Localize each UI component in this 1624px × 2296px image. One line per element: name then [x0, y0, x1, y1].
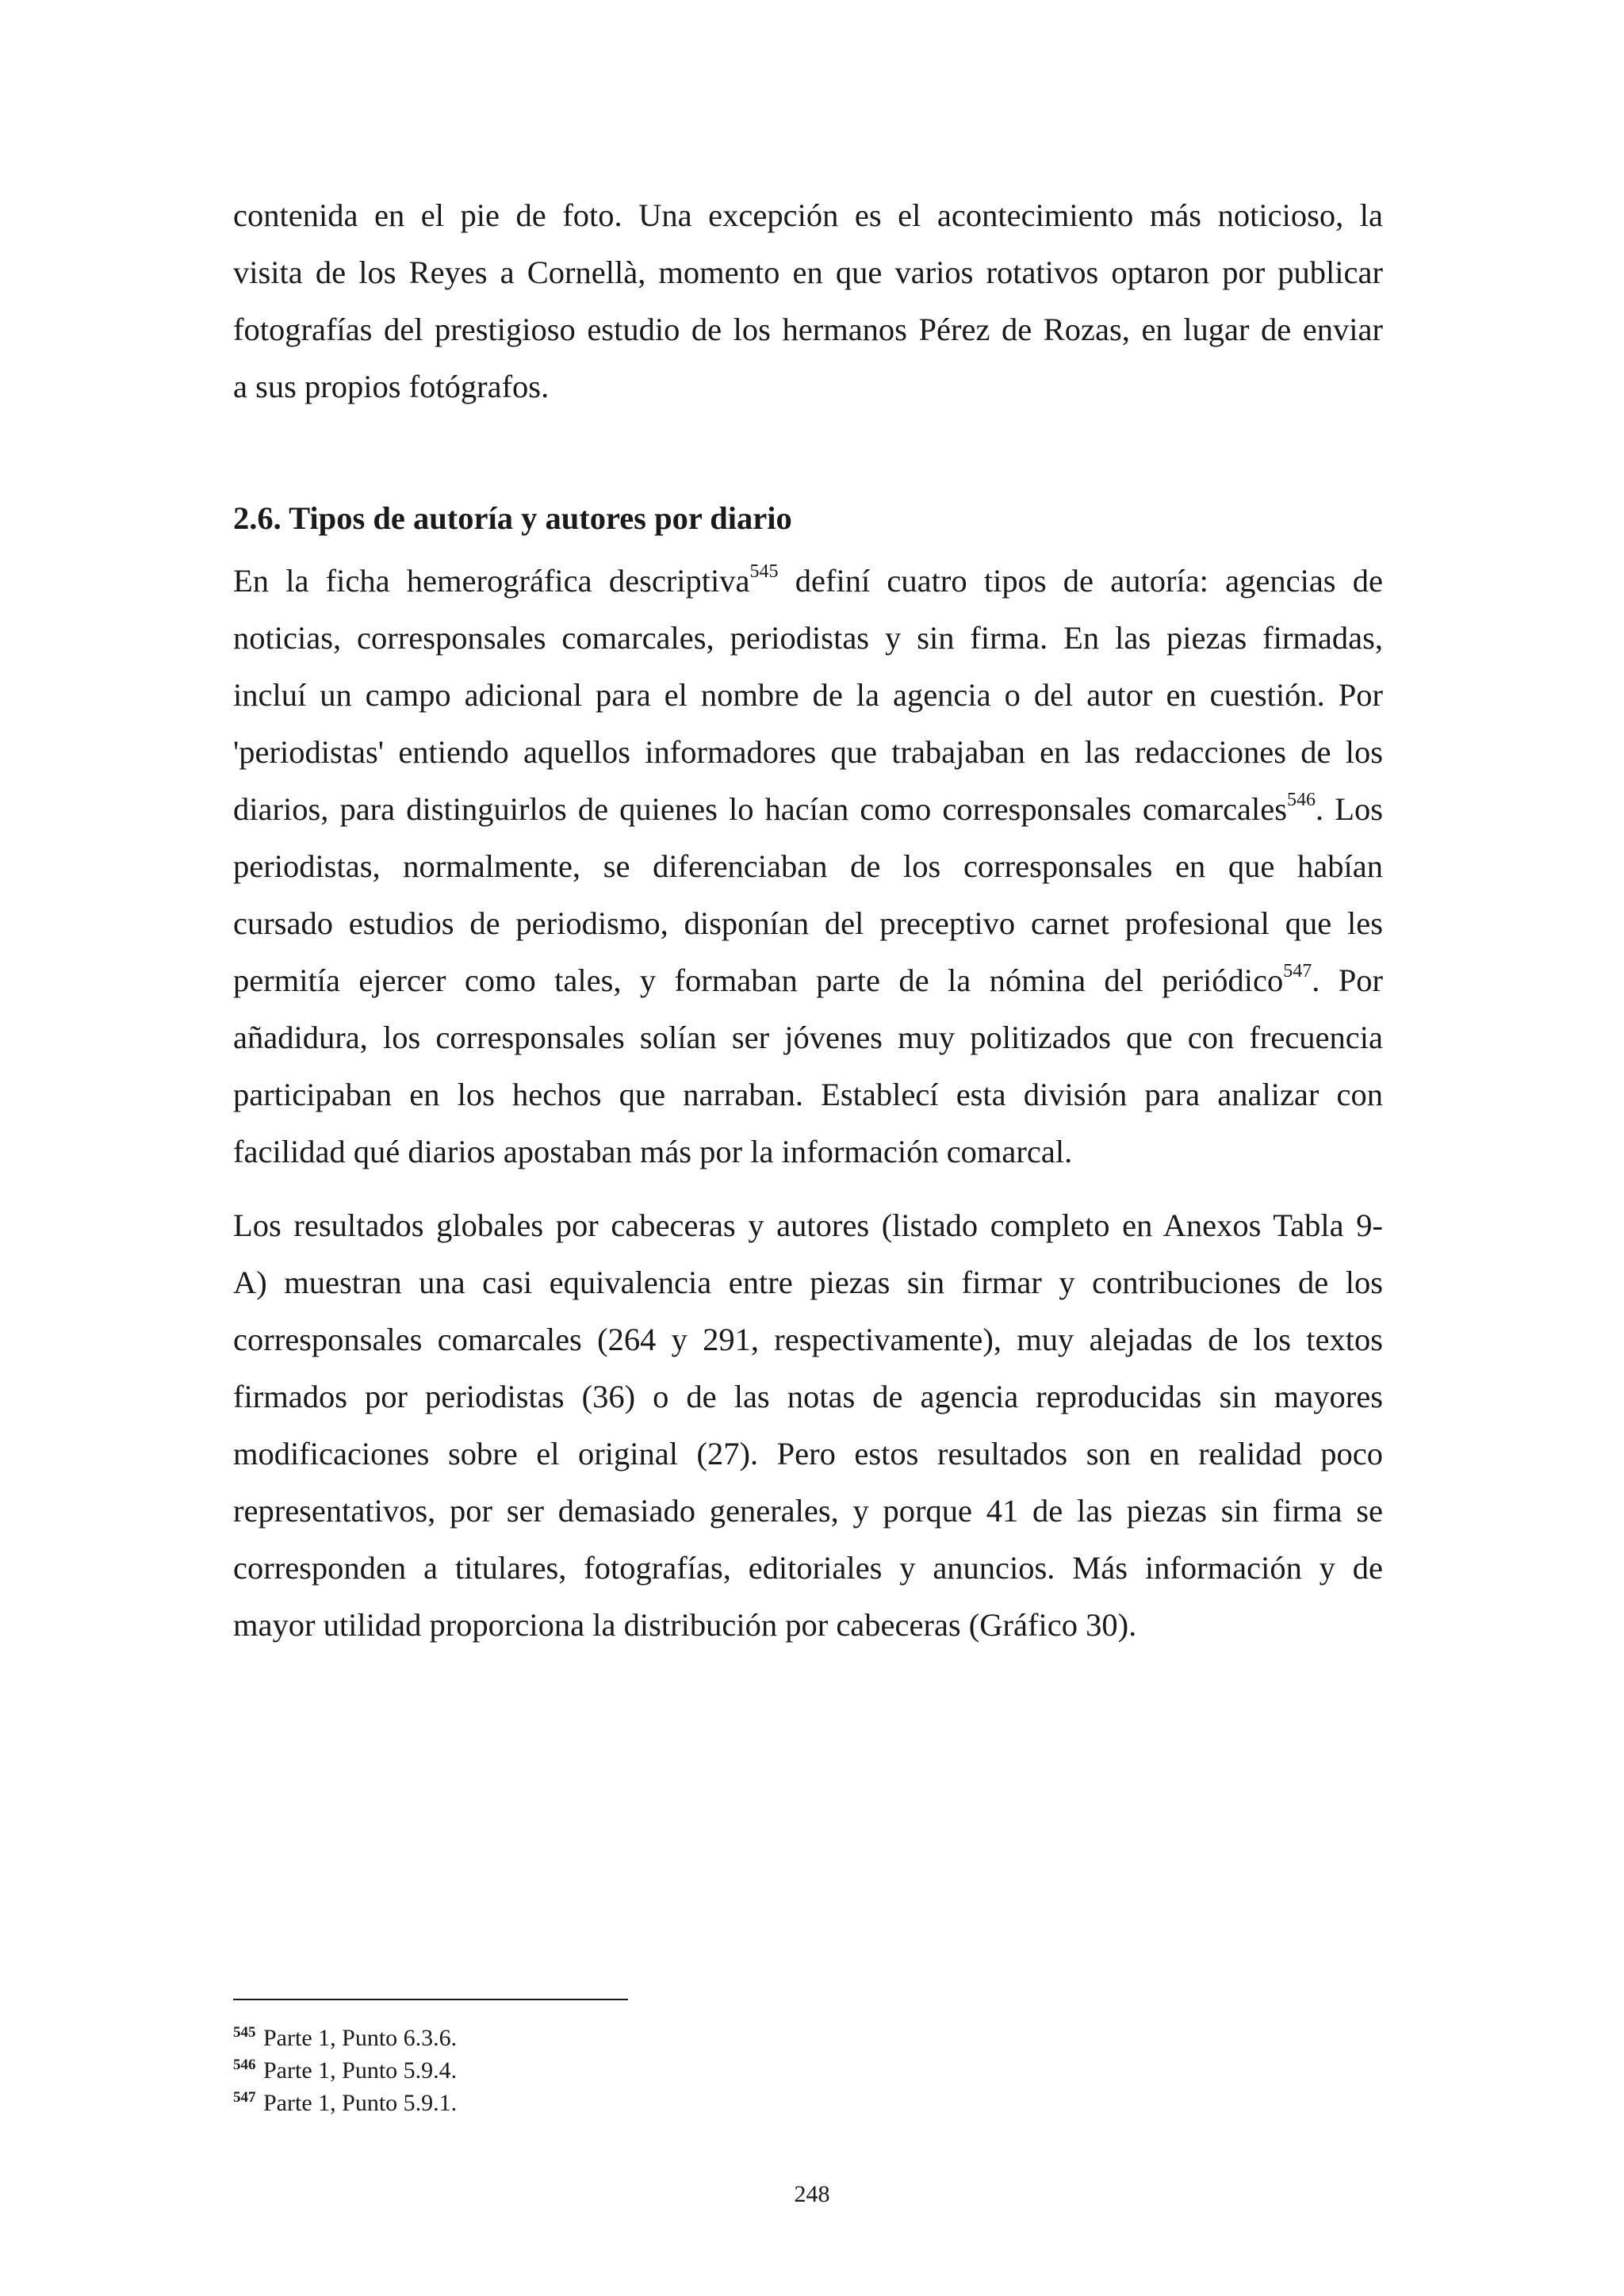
- footnote: [233, 2054, 1026, 2087]
- section-heading: 2.6. Tipos de autoría y autores por diario: [233, 500, 792, 536]
- text-line: contenida en el pie de foto. Una excepción es el acontecimiento más noticioso, la: [233, 197, 1383, 233]
- text-segment: . Los: [1316, 791, 1383, 827]
- text-line: Los resultados globales por cabeceras y autores (listado completo en Anexos Tabla 9-: [233, 1207, 1383, 1243]
- text-line: corresponden a titulares, fotografías, editoriales y anuncios. Más información y de: [233, 1550, 1383, 1586]
- text-line: añadidura, los corresponsales solían ser jóvenes muy politizados que con frecuencia: [233, 1020, 1383, 1055]
- text-line: a sus propios fotógrafos.: [233, 369, 550, 404]
- text-line: fotografías del prestigioso estudio de los hermanos Pérez de Rozas, en lugar de enviar: [233, 312, 1383, 347]
- text-line: [233, 952, 1383, 1009]
- text-line: firmados por periodistas (36) o de las notas de agencia reproducidas sin mayores: [233, 1379, 1383, 1414]
- paragraph-global-results: [233, 1197, 1383, 1654]
- text-segment: permitía ejercer como tales, y formaban parte de la nómina del periódico: [233, 962, 1284, 998]
- text-line: periodistas, normalmente, se diferenciaban de los corresponsales en que habían: [233, 848, 1383, 884]
- page-number: 248: [794, 2181, 830, 2207]
- footnote-separator: [233, 1999, 628, 2000]
- text-line: [233, 781, 1383, 838]
- footnote-number: 547: [233, 2089, 256, 2106]
- footnote-reference[interactable]: 545: [749, 561, 779, 582]
- text-line: [233, 553, 1383, 610]
- paragraph-photo-captions: [233, 187, 1383, 415]
- text-line: facilidad qué diarios apostaban más por la información comarcal.: [233, 1134, 1073, 1169]
- text-segment: diarios, para distinguirlos de quienes lo hacían como corresponsales comarcales: [233, 791, 1288, 827]
- text-line: corresponsales comarcales (264 y 291, respectivamente), muy alejadas de los textos: [233, 1322, 1383, 1357]
- footnote-reference[interactable]: 546: [1287, 790, 1316, 810]
- text-line: A) muestran una casi equivalencia entre piezas sin firmar y contribuciones de los: [233, 1265, 1383, 1300]
- text-line: representativos, por ser demasiado generales, y porque 41 de las piezas sin firma se: [233, 1493, 1383, 1529]
- footnotes: [233, 2022, 1026, 2119]
- text-line: modificaciones sobre el original (27). Pero estos resultados son en realidad poco: [233, 1436, 1383, 1471]
- footnote-text: Parte 1, Punto 5.9.4.: [263, 2057, 458, 2084]
- text-line: mayor utilidad proporciona la distribución por cabeceras (Gráfico 30).: [233, 1607, 1137, 1643]
- footnote-reference[interactable]: 547: [1283, 961, 1312, 982]
- text-line: participaban en los hechos que narraban. Establecí esta división para analizar con: [233, 1077, 1383, 1112]
- footnote: [233, 2087, 1026, 2119]
- text-segment: En la ficha hemerográfica descriptiva: [233, 563, 750, 599]
- footnote-text: Parte 1, Punto 6.3.6.: [263, 2025, 458, 2051]
- footnote-text: Parte 1, Punto 5.9.1.: [263, 2090, 458, 2116]
- footnote: [233, 2022, 1026, 2054]
- text-line: noticias, corresponsales comarcales, periodistas y sin firma. En las piezas firmadas,: [233, 620, 1383, 656]
- text-line: cursado estudios de periodismo, disponían del preceptivo carnet profesional que les: [233, 905, 1383, 941]
- paragraph-authorship-types: [233, 553, 1383, 1181]
- text-line: visita de los Reyes a Cornellà, momento en que varios rotativos optaron por publicar: [233, 254, 1383, 290]
- text-line: 'periodistas' entiendo aquellos informadores que trabajaban en las redacciones de los: [233, 734, 1383, 770]
- footnote-number: 546: [233, 2057, 256, 2073]
- text-segment: . Por: [1312, 962, 1383, 998]
- text-line: incluí un campo adicional para el nombre de la agencia o del autor en cuestión. Por: [233, 677, 1383, 713]
- footnote-number: 545: [233, 2024, 256, 2041]
- text-segment: definí cuatro tipos de autoría: agencias de: [778, 563, 1383, 599]
